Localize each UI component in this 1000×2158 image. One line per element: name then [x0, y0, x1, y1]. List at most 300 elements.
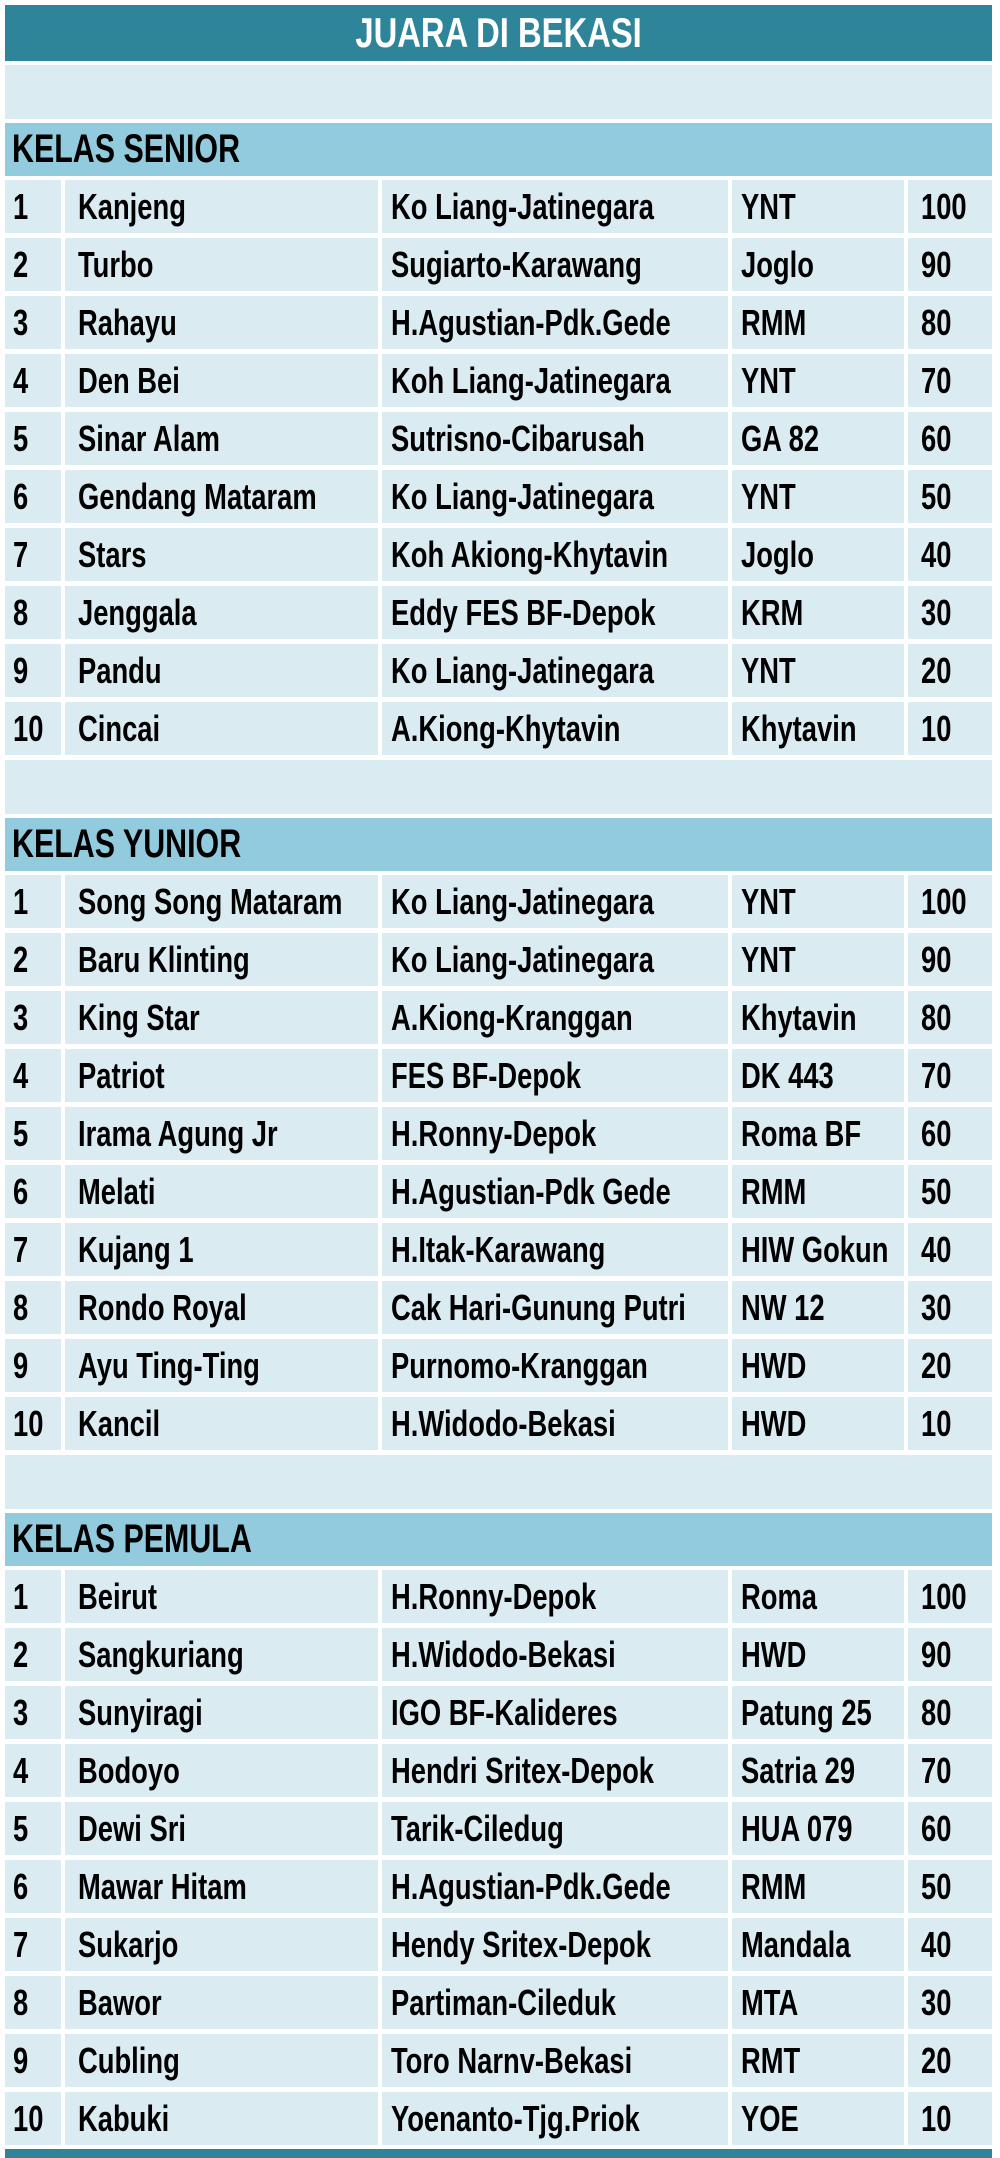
points-cell-text: 30	[921, 1981, 952, 2023]
points-cell-text: 10	[921, 2097, 952, 2139]
section-header	[5, 123, 992, 176]
name-cell	[65, 470, 378, 523]
rank-cell	[5, 644, 61, 697]
team-cell	[732, 1570, 904, 1623]
team-cell-text: YNT	[741, 475, 796, 517]
name-cell	[65, 1628, 378, 1681]
owner-cell-text: Ko Liang-Jatinegara	[391, 475, 655, 517]
points-cell-text: 80	[921, 301, 952, 343]
rank-cell-text: 10	[13, 2097, 44, 2139]
name-cell	[65, 644, 378, 697]
points-cell-text: 20	[921, 2039, 952, 2081]
points-cell	[908, 1860, 992, 1913]
team-cell	[732, 2034, 904, 2087]
points-cell	[908, 991, 992, 1044]
name-cell-text: Dewi Sri	[78, 1807, 186, 1849]
owner-cell	[382, 875, 728, 928]
rank-cell-text: 1	[13, 1575, 29, 1617]
name-cell	[65, 1049, 378, 1102]
points-cell	[908, 1570, 992, 1623]
name-cell-text: Turbo	[78, 243, 154, 285]
rank-cell	[5, 1976, 61, 2029]
points-cell-text: 80	[921, 996, 952, 1038]
rank-cell-text: 2	[13, 243, 29, 285]
owner-cell-text: H.Widodo-Bekasi	[391, 1402, 616, 1444]
page-title: JUARA DI BEKASI	[355, 9, 642, 56]
points-cell	[908, 238, 992, 291]
owner-cell-text: H.Agustian-Pdk Gede	[391, 1170, 671, 1212]
table-row	[5, 1281, 992, 1334]
name-cell-text: Sinar Alam	[78, 417, 220, 459]
points-cell-text: 70	[921, 1749, 952, 1791]
team-cell-text: RMM	[741, 1170, 807, 1212]
team-cell-text: Joglo	[741, 533, 814, 575]
rank-cell	[5, 1918, 61, 1971]
name-cell-text: Pandu	[78, 649, 162, 691]
rank-cell-text: 8	[13, 1286, 29, 1328]
owner-cell	[382, 1339, 728, 1392]
table-row	[5, 1802, 992, 1855]
rank-cell	[5, 702, 61, 755]
rank-cell-text: 5	[13, 1807, 29, 1849]
table-row	[5, 2034, 992, 2087]
team-cell	[732, 2092, 904, 2145]
team-cell-text: MTA	[741, 1981, 799, 2023]
points-cell-text: 60	[921, 1807, 952, 1849]
owner-cell-text: Koh Liang-Jatinegara	[391, 359, 671, 401]
name-cell	[65, 1570, 378, 1623]
team-cell-text: HWD	[741, 1402, 807, 1444]
table-row	[5, 1628, 992, 1681]
table-row	[5, 875, 992, 928]
owner-cell	[382, 644, 728, 697]
points-cell	[908, 2092, 992, 2145]
table-row	[5, 296, 992, 349]
rank-cell	[5, 1049, 61, 1102]
name-cell	[65, 1223, 378, 1276]
sections-container	[5, 65, 992, 2145]
table-row	[5, 1223, 992, 1276]
points-cell	[908, 1049, 992, 1102]
points-cell-text: 10	[921, 1402, 952, 1444]
owner-cell-text: IGO BF-Kalideres	[391, 1691, 618, 1733]
team-cell	[732, 1802, 904, 1855]
rank-cell-text: 3	[13, 1691, 29, 1733]
team-cell	[732, 1628, 904, 1681]
name-cell	[65, 528, 378, 581]
table-row	[5, 1744, 992, 1797]
points-cell-text: 50	[921, 1170, 952, 1212]
owner-cell-text: Ko Liang-Jatinegara	[391, 649, 655, 691]
points-cell	[908, 180, 992, 233]
rank-cell	[5, 1165, 61, 1218]
rank-cell	[5, 470, 61, 523]
points-cell	[908, 1686, 992, 1739]
team-cell	[732, 528, 904, 581]
team-cell-text: HIW Gokun	[741, 1228, 889, 1270]
points-cell	[908, 1107, 992, 1160]
name-cell	[65, 1107, 378, 1160]
rank-cell-text: 5	[13, 417, 29, 459]
team-cell-text: DK 443	[741, 1054, 834, 1096]
rank-cell-text: 9	[13, 2039, 29, 2081]
name-cell	[65, 2034, 378, 2087]
rank-cell	[5, 1570, 61, 1623]
points-cell	[908, 586, 992, 639]
name-cell-text: Patriot	[78, 1054, 165, 1096]
team-cell-text: Roma	[741, 1575, 818, 1617]
team-cell-text: Satria 29	[741, 1749, 856, 1791]
owner-cell	[382, 1860, 728, 1913]
name-cell-text: Baru Klinting	[78, 938, 250, 980]
team-cell	[732, 875, 904, 928]
team-cell	[732, 238, 904, 291]
name-cell	[65, 1281, 378, 1334]
name-cell	[65, 238, 378, 291]
owner-cell-text: Ko Liang-Jatinegara	[391, 880, 655, 922]
table-row	[5, 470, 992, 523]
owner-cell	[382, 2034, 728, 2087]
owner-cell	[382, 296, 728, 349]
owner-cell	[382, 1570, 728, 1623]
team-cell-text: RMM	[741, 301, 807, 343]
owner-cell-text: Ko Liang-Jatinegara	[391, 938, 655, 980]
team-cell	[732, 1049, 904, 1102]
table-row	[5, 1976, 992, 2029]
team-cell-text: Mandala	[741, 1923, 851, 1965]
table-row	[5, 1860, 992, 1913]
table-row	[5, 1918, 992, 1971]
points-cell	[908, 528, 992, 581]
section-label: KELAS SENIOR	[12, 127, 241, 171]
owner-cell-text: H.Agustian-Pdk.Gede	[391, 301, 671, 343]
team-cell-text: YNT	[741, 185, 796, 227]
rank-cell-text: 4	[13, 1749, 29, 1791]
team-cell	[732, 470, 904, 523]
blank-band	[5, 760, 992, 814]
team-cell	[732, 644, 904, 697]
owner-cell-text: Purnomo-Kranggan	[391, 1344, 648, 1386]
name-cell	[65, 991, 378, 1044]
rank-cell	[5, 1628, 61, 1681]
rank-cell	[5, 1860, 61, 1913]
rank-cell	[5, 296, 61, 349]
team-cell-text: NW 12	[741, 1286, 825, 1328]
points-cell	[908, 1223, 992, 1276]
owner-cell	[382, 528, 728, 581]
rank-cell	[5, 875, 61, 928]
blank-band	[5, 65, 992, 119]
team-cell	[732, 1976, 904, 2029]
owner-cell	[382, 1628, 728, 1681]
points-cell-text: 70	[921, 359, 952, 401]
rank-cell-text: 6	[13, 475, 29, 517]
owner-cell	[382, 1281, 728, 1334]
points-cell-text: 10	[921, 707, 952, 749]
team-cell	[732, 1223, 904, 1276]
table-row	[5, 528, 992, 581]
team-cell-text: YNT	[741, 649, 796, 691]
team-cell-text: RMT	[741, 2039, 801, 2081]
points-cell-text: 50	[921, 475, 952, 517]
points-cell	[908, 296, 992, 349]
points-cell	[908, 354, 992, 407]
owner-cell-text: Toro Narnv-Bekasi	[391, 2039, 633, 2081]
team-cell	[732, 1918, 904, 1971]
section-header	[5, 818, 992, 871]
name-cell	[65, 1976, 378, 2029]
table-row	[5, 238, 992, 291]
team-cell	[732, 1107, 904, 1160]
name-cell-text: Irama Agung Jr	[78, 1112, 278, 1154]
table-row	[5, 1339, 992, 1392]
team-cell	[732, 1744, 904, 1797]
rank-cell-text: 4	[13, 1054, 29, 1096]
rank-cell	[5, 2034, 61, 2087]
team-cell	[732, 1397, 904, 1450]
name-cell	[65, 1686, 378, 1739]
rank-cell-text: 7	[13, 1923, 29, 1965]
rank-cell	[5, 586, 61, 639]
rank-cell-text: 8	[13, 1981, 29, 2023]
rank-cell	[5, 1223, 61, 1276]
name-cell-text: Mawar Hitam	[78, 1865, 247, 1907]
rank-cell	[5, 933, 61, 986]
table-row	[5, 180, 992, 233]
table-row	[5, 1165, 992, 1218]
name-cell	[65, 1165, 378, 1218]
team-cell-text: Khytavin	[741, 996, 857, 1038]
rank-cell-text: 6	[13, 1865, 29, 1907]
name-cell-text: Kabuki	[78, 2097, 170, 2139]
name-cell	[65, 1918, 378, 1971]
owner-cell	[382, 586, 728, 639]
section-header	[5, 1513, 992, 1566]
rank-cell-text: 4	[13, 359, 29, 401]
points-cell	[908, 1165, 992, 1218]
team-cell	[732, 991, 904, 1044]
bottom-accent-bar	[5, 2149, 992, 2158]
name-cell	[65, 933, 378, 986]
points-cell-text: 60	[921, 417, 952, 459]
rank-cell	[5, 991, 61, 1044]
points-cell	[908, 702, 992, 755]
name-cell-text: Rondo Royal	[78, 1286, 247, 1328]
owner-cell	[382, 1976, 728, 2029]
owner-cell-text: H.Itak-Karawang	[391, 1228, 606, 1270]
name-cell-text: Sukarjo	[78, 1923, 179, 1965]
rank-cell-text: 7	[13, 1228, 29, 1270]
points-cell-text: 60	[921, 1112, 952, 1154]
owner-cell-text: H.Ronny-Depok	[391, 1575, 597, 1617]
points-cell-text: 90	[921, 243, 952, 285]
team-cell	[732, 702, 904, 755]
owner-cell-text: Hendri Sritex-Depok	[391, 1749, 655, 1791]
rank-cell	[5, 1397, 61, 1450]
name-cell-text: Gendang Mataram	[78, 475, 317, 517]
name-cell-text: Jenggala	[78, 591, 197, 633]
team-cell	[732, 586, 904, 639]
team-cell	[732, 1339, 904, 1392]
name-cell-text: Ayu Ting-Ting	[78, 1344, 260, 1386]
name-cell	[65, 702, 378, 755]
points-cell	[908, 470, 992, 523]
table-row	[5, 702, 992, 755]
rank-cell	[5, 1686, 61, 1739]
name-cell-text: Bawor	[78, 1981, 162, 2023]
owner-cell	[382, 470, 728, 523]
name-cell-text: Beirut	[78, 1575, 158, 1617]
points-cell-text: 20	[921, 649, 952, 691]
team-cell	[732, 933, 904, 986]
points-cell-text: 40	[921, 1228, 952, 1270]
points-cell-text: 30	[921, 1286, 952, 1328]
owner-cell-text: A.Kiong-Kranggan	[391, 996, 633, 1038]
rank-cell-text: 1	[13, 185, 29, 227]
name-cell	[65, 1744, 378, 1797]
rank-cell	[5, 1802, 61, 1855]
rank-cell	[5, 1339, 61, 1392]
rank-cell-text: 9	[13, 649, 29, 691]
name-cell-text: Sangkuriang	[78, 1633, 244, 1675]
rank-cell	[5, 1744, 61, 1797]
team-cell-text: HUA 079	[741, 1807, 853, 1849]
name-cell-text: Cubling	[78, 2039, 180, 2081]
rank-cell-text: 10	[13, 1402, 44, 1444]
rank-cell	[5, 2092, 61, 2145]
owner-cell	[382, 933, 728, 986]
team-cell-text: RMM	[741, 1865, 807, 1907]
rank-cell-text: 2	[13, 1633, 29, 1675]
points-cell	[908, 1628, 992, 1681]
points-cell	[908, 1918, 992, 1971]
rank-cell-text: 3	[13, 996, 29, 1038]
owner-cell-text: Eddy FES BF-Depok	[391, 591, 656, 633]
points-cell-text: 100	[921, 880, 967, 922]
team-cell-text: YNT	[741, 880, 796, 922]
owner-cell	[382, 2092, 728, 2145]
table-row	[5, 1049, 992, 1102]
table-row	[5, 991, 992, 1044]
owner-cell	[382, 1397, 728, 1450]
owner-cell	[382, 180, 728, 233]
table-row	[5, 1686, 992, 1739]
points-cell-text: 40	[921, 1923, 952, 1965]
table-row	[5, 412, 992, 465]
rank-cell	[5, 528, 61, 581]
owner-cell	[382, 1165, 728, 1218]
rank-cell-text: 3	[13, 301, 29, 343]
team-cell-text: Joglo	[741, 243, 814, 285]
points-cell	[908, 412, 992, 465]
rank-cell	[5, 238, 61, 291]
owner-cell	[382, 412, 728, 465]
team-cell	[732, 412, 904, 465]
table-row	[5, 1397, 992, 1450]
table-row	[5, 933, 992, 986]
owner-cell-text: H.Agustian-Pdk.Gede	[391, 1865, 671, 1907]
name-cell-text: King Star	[78, 996, 200, 1038]
owner-cell-text: Yoenanto-Tjg.Priok	[391, 2097, 640, 2139]
team-cell	[732, 1860, 904, 1913]
points-cell-text: 70	[921, 1054, 952, 1096]
points-cell	[908, 644, 992, 697]
name-cell-text: Rahayu	[78, 301, 177, 343]
name-cell	[65, 412, 378, 465]
name-cell-text: Sunyiragi	[78, 1691, 203, 1733]
name-cell-text: Stars	[78, 533, 147, 575]
name-cell-text: Den Bei	[78, 359, 180, 401]
points-cell	[908, 2034, 992, 2087]
name-cell	[65, 1802, 378, 1855]
name-cell	[65, 586, 378, 639]
name-cell-text: Melati	[78, 1170, 156, 1212]
owner-cell	[382, 1918, 728, 1971]
owner-cell	[382, 238, 728, 291]
points-cell	[908, 1397, 992, 1450]
rank-cell-text: 9	[13, 1344, 29, 1386]
owner-cell	[382, 1802, 728, 1855]
team-cell-text: HWD	[741, 1633, 807, 1675]
name-cell-text: Kancil	[78, 1402, 161, 1444]
owner-cell-text: Sutrisno-Cibarusah	[391, 417, 645, 459]
owner-cell-text: Koh Akiong-Khytavin	[391, 533, 669, 575]
owner-cell-text: A.Kiong-Khytavin	[391, 707, 621, 749]
team-cell	[732, 296, 904, 349]
table-row	[5, 2092, 992, 2145]
name-cell	[65, 296, 378, 349]
name-cell-text: Song Song Mataram	[78, 880, 343, 922]
owner-cell-text: Sugiarto-Karawang	[391, 243, 642, 285]
section-label: KELAS YUNIOR	[12, 822, 242, 866]
name-cell-text: Cincai	[78, 707, 161, 749]
owner-cell-text: H.Ronny-Depok	[391, 1112, 597, 1154]
team-cell	[732, 1281, 904, 1334]
name-cell	[65, 1397, 378, 1450]
team-cell	[732, 1686, 904, 1739]
points-cell-text: 100	[921, 185, 967, 227]
team-cell-text: YOE	[741, 2097, 799, 2139]
points-cell	[908, 1802, 992, 1855]
points-cell-text: 90	[921, 1633, 952, 1675]
team-cell-text: GA 82	[741, 417, 820, 459]
table-row	[5, 586, 992, 639]
rank-cell	[5, 1107, 61, 1160]
rank-cell-text: 8	[13, 591, 29, 633]
team-cell	[732, 354, 904, 407]
name-cell	[65, 180, 378, 233]
rank-cell-text: 2	[13, 938, 29, 980]
table-row	[5, 644, 992, 697]
points-cell-text: 30	[921, 591, 952, 633]
owner-cell-text: H.Widodo-Bekasi	[391, 1633, 616, 1675]
owner-cell-text: Cak Hari-Gunung Putri	[391, 1286, 686, 1328]
owner-cell	[382, 1744, 728, 1797]
team-cell-text: Roma BF	[741, 1112, 862, 1154]
team-cell-text: YNT	[741, 359, 796, 401]
owner-cell	[382, 1107, 728, 1160]
table-row	[5, 354, 992, 407]
owner-cell	[382, 991, 728, 1044]
points-cell	[908, 1281, 992, 1334]
name-cell-text: Kujang 1	[78, 1228, 194, 1270]
blank-band	[5, 1455, 992, 1509]
rank-cell-text: 7	[13, 533, 29, 575]
points-cell	[908, 933, 992, 986]
table-row	[5, 1107, 992, 1160]
points-cell-text: 40	[921, 533, 952, 575]
team-cell-text: KRM	[741, 591, 804, 633]
